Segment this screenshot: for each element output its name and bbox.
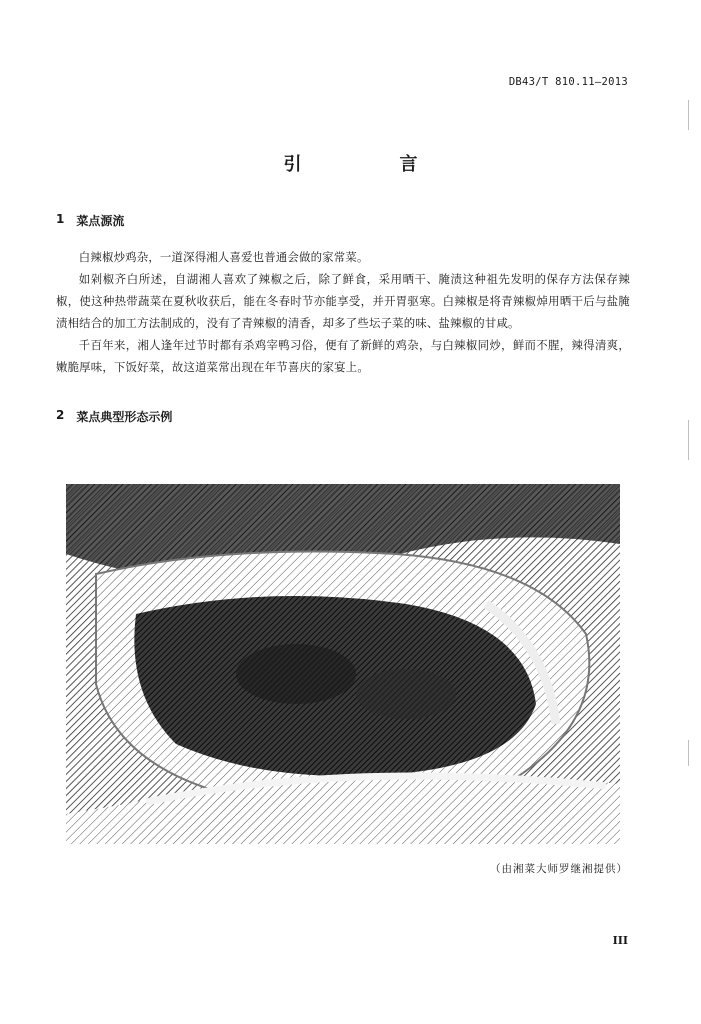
standard-code: DB43/T 810.11—2013 [508, 76, 628, 88]
section-2-number: 2 [56, 408, 65, 422]
section-1-title: 菜点源流 [76, 214, 125, 228]
scan-edge-mark [688, 740, 689, 766]
scan-edge-mark [688, 420, 689, 460]
section-1-heading [56, 212, 124, 229]
page-number: III [612, 934, 628, 947]
paragraph-2: 如剁椒齐白所述，自湖湘人喜欢了辣椒之后，除了鲜食，采用晒干、腌渍这种祖先发明的保存方法保存辣椒，使这种热带蔬菜在夏秋收获后，能在冬春时节亦能享受，并开胃驱寒。白辣椒是将青辣椒焯用晒干后与盐腌渍相结合的加工方法制成的，没有了青辣椒的清香，却多了些坛子菜的味、盐辣椒的甘咸。 [56, 272, 630, 330]
dish-photo [66, 484, 620, 844]
paragraph-3: 千百年来，湘人逢年过节时都有杀鸡宰鸭习俗，便有了新鲜的鸡杂，与白辣椒同炒，鲜而不腥，辣得清爽，嫩脆厚味，下饭好菜，故这道菜常出现在年节喜庆的家宴上。 [56, 338, 630, 374]
scan-edge-mark [688, 100, 689, 130]
paragraph-1: 白辣椒炒鸡杂，一道深得湘人喜爱也普通会做的家常菜。 [78, 250, 369, 264]
section-1-number: 1 [56, 212, 65, 226]
page-title: 引 言 [283, 154, 458, 175]
section-1-body [56, 246, 630, 378]
section-2-heading [56, 408, 172, 425]
section-2-title: 菜点典型形态示例 [76, 410, 173, 424]
photo-credit: （由湘菜大师罗继湘提供） [490, 863, 628, 875]
